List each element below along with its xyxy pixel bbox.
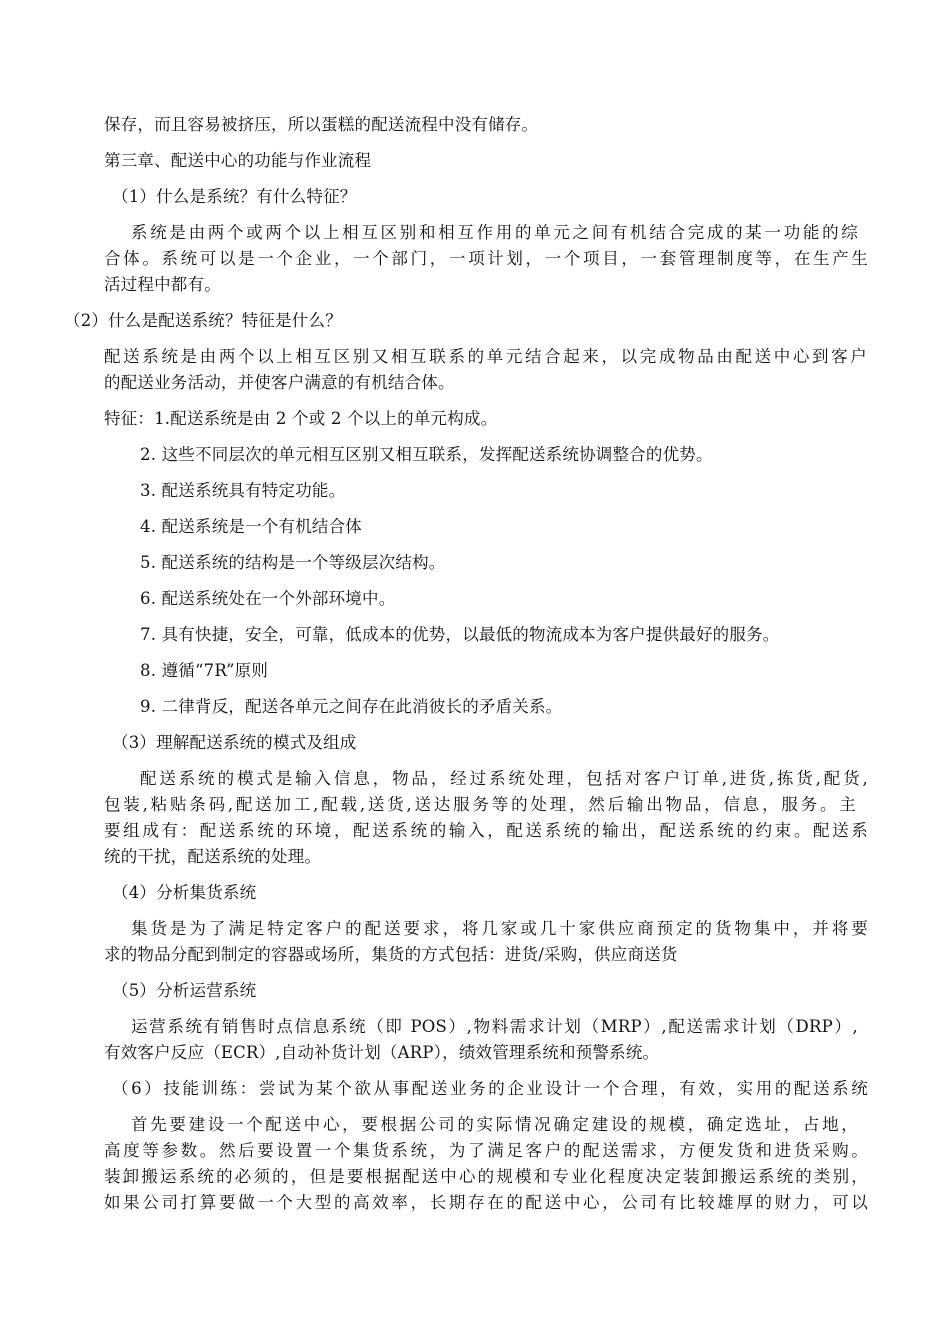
text-line: 有效客户反应（ECR）,自动补货计划（ARP），绩效管理系统和预警系统。 (104, 1043, 660, 1062)
text-line: 合体。系统可以是一个企业，一个部门，一项计划，一个项目，一套管理制度等，在生产生 (104, 249, 868, 268)
question-heading: （1）什么是系统？有什么特征？ (112, 187, 357, 206)
list-item: 6. 配送系统处在一个外部环境中。 (140, 589, 396, 608)
question-heading: （4）分析集货系统 (112, 883, 257, 902)
text-line: 首先要建设一个配送中心，要根据公司的实际情况确定建设的规模，确定选址，占地， (131, 1115, 858, 1134)
text-line: 保存，而且容易被挤压，所以蛋糕的配送流程中没有储存。 (104, 115, 539, 134)
list-item: 5. 配送系统的结构是一个等级层次结构。 (140, 553, 446, 572)
list-item: 9. 二律背反，配送各单元之间存在此消彼长的矛盾关系。 (140, 697, 563, 716)
question-heading: （3）理解配送系统的模式及组成 (112, 733, 357, 752)
text-line: 装卸搬运系统的必须的，但是要根据配送中心的规模和专业化程度决定装卸搬运系统的类别， (104, 1167, 868, 1186)
text-line: 高度等参数。然后要设置一个集货系统，为了满足客户的配送需求，方便发货和进货采购。 (104, 1141, 868, 1160)
text-line: 配送系统是由两个以上相互区别又相互联系的单元结合起来，以完成物品由配送中心到客户 (104, 347, 867, 366)
text-line: 求的物品分配到制定的容器或场所，集货的方式包括：进货/采购，供应商送货 (104, 945, 678, 964)
list-item: 特征：1.配送系统是由 2 个或 2 个以上的单元构成。 (104, 409, 498, 428)
list-item: 3. 配送系统具有特定功能。 (140, 481, 346, 500)
text-line: 如果公司打算要做一个大型的高效率，长期存在的配送中心，公司有比较雄厚的财力，可以 (104, 1193, 868, 1212)
question-heading: （5）分析运营系统 (112, 981, 257, 1000)
text-line: 配送系统的模式是输入信息，物品，经过系统处理，包括对客户订单,进货,拣货,配货, (140, 769, 868, 788)
text-line: 的配送业务活动，并使客户满意的有机结合体。 (104, 373, 455, 392)
question-heading: （2）什么是配送系统？特征是什么？ (64, 311, 342, 330)
text-line: 运营系统有销售时点信息系统（即 POS）,物料需求计划（MRP）,配送需求计划（DRP）, (131, 1017, 858, 1036)
list-item: 2. 这些不同层次的单元相互区别又相互联系，发挥配送系统协调整合的优势。 (140, 445, 713, 464)
text-line: 要组成有：配送系统的环境，配送系统的输入，配送系统的输出，配送系统的约束。配送系 (104, 821, 868, 840)
list-item: 4. 配送系统是一个有机结合体 (140, 517, 362, 536)
text-line: 活过程中都有。 (104, 275, 221, 294)
list-item: 7. 具有快捷，安全，可靠，低成本的优势，以最低的物流成本为客户提供最好的服务。 (140, 625, 780, 644)
list-item: 8. 遵循“7R”原则 (140, 661, 269, 680)
text-line: 集货是为了满足特定客户的配送要求，将几家或几十家供应商预定的货物集中，并将要 (131, 919, 868, 938)
text-line: 包装,粘贴条码,配送加工,配载,送货,送达服务等的处理，然后输出物品，信息，服务。主 (104, 795, 856, 814)
text-line: 统的干扰，配送系统的处理。 (104, 847, 322, 866)
question-heading: （6）技能训练：尝试为某个欲从事配送业务的企业设计一个合理，有效，实用的配送系统 (112, 1079, 868, 1098)
chapter-heading: 第三章、配送中心的功能与作业流程 (104, 151, 372, 170)
text-line: 系统是由两个或两个以上相互区别和相互作用的单元之间有机结合完成的某一功能的综 (131, 223, 858, 242)
